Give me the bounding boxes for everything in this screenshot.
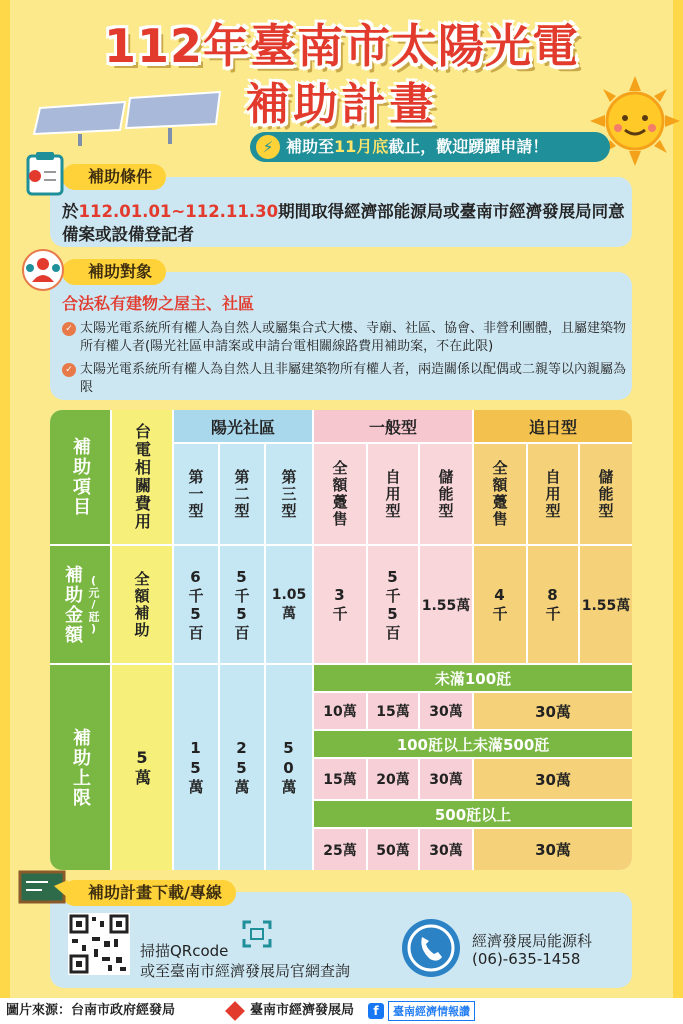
amount-tracking-2-text: 8千 xyxy=(543,586,562,623)
targets-bullet-1 xyxy=(62,320,632,356)
type-general-3-text: 儲能型 xyxy=(436,468,455,520)
tier-2-value: 15萬 xyxy=(314,759,366,799)
page-subtitle: 補助計畫 xyxy=(245,79,438,130)
tier-2-value: 20萬 xyxy=(368,759,418,799)
group-general: 一般型 xyxy=(314,410,472,442)
amount-tracking-1 xyxy=(474,546,526,663)
targets-bullet-2-text: 太陽光電系統所有權人為自然人且非屬建築物所有權人者，兩造關係以配偶或二親等以內親屬為限 xyxy=(80,362,627,395)
conditions-tag: 補助條件 xyxy=(62,164,166,190)
tier-1-value: 10萬 xyxy=(314,693,366,729)
limit-community-3-text: 50萬 xyxy=(279,739,298,796)
amount-tracking-3: 1.55萬 xyxy=(580,546,632,663)
scan-line-2: 或至臺南市經濟發展局官網查詢 xyxy=(140,962,351,980)
row-label-amount-unit: (元/瓩) xyxy=(87,574,100,635)
conditions-suffix: 期間取得經濟部能源局或臺南市經濟發展局同意備案或設備登記者 xyxy=(62,202,625,244)
amount-general-2 xyxy=(368,546,418,663)
group-community: 陽光社區 xyxy=(174,410,312,442)
targets-bullet-2 xyxy=(62,361,632,397)
amount-general-1-text: 3千 xyxy=(330,586,349,623)
type-general-1 xyxy=(314,444,366,544)
conditions-prefix: 於 xyxy=(62,202,79,221)
amount-general-1 xyxy=(314,546,366,663)
deadline-highlight: 11月底 xyxy=(334,137,389,156)
type-community-2 xyxy=(220,444,264,544)
group-tracking: 追日型 xyxy=(474,410,632,442)
subsidy-table xyxy=(50,410,632,870)
amount-general-2-text: 5千5百 xyxy=(383,567,402,642)
contact-tag: 補助計畫下載/專線 xyxy=(62,880,236,906)
type-general-1-text: 全額躉售 xyxy=(330,460,349,528)
row-label-limit-text: 補助上限 xyxy=(70,727,91,808)
type-general-2 xyxy=(368,444,418,544)
type-community-2-text: 第二型 xyxy=(232,468,251,520)
qrcode-icon xyxy=(68,913,130,975)
type-tracking-2 xyxy=(528,444,578,544)
tier-1-value: 30萬 xyxy=(420,693,472,729)
limit-taipower xyxy=(112,665,172,870)
contact-phone: (06)-635-1458 xyxy=(472,950,581,968)
amount-community-2 xyxy=(220,546,264,663)
page-title: 112年臺南市太陽光電 xyxy=(103,19,580,73)
tier-3-value: 30萬 xyxy=(420,829,472,870)
targets-tag: 補助對象 xyxy=(62,259,166,285)
deadline-prefix: 補助至 xyxy=(286,137,335,156)
footer-source: 圖片來源：台南市政府經發局 xyxy=(6,1003,176,1018)
limit-community-1 xyxy=(174,665,218,870)
row-label-item xyxy=(50,410,110,544)
type-community-1 xyxy=(174,444,218,544)
footer-fb-link[interactable]: 臺南經濟情報讚 xyxy=(388,1001,475,1021)
amount-community-3: 1.05萬 xyxy=(266,546,312,663)
row-label-limit xyxy=(50,665,110,870)
limit-community-2 xyxy=(220,665,264,870)
blackboard-icon xyxy=(18,868,70,908)
people-icon xyxy=(20,248,66,292)
amount-taipower-text: 全額補助 xyxy=(132,570,151,639)
bolt-icon: ⚡ xyxy=(256,135,280,159)
city-logo-icon xyxy=(225,1001,245,1021)
footer-logo-text: 臺南市經濟發展局 xyxy=(250,1003,355,1018)
targets-bullet-1-text: 太陽光電系統所有權人為自然人或屬集合式大樓、寺廟、社區、協會、非營利團體，且屬建築物所有權人者(陽光社區申請案或申請台電相關線路費用補助案，不在此限) xyxy=(80,321,627,354)
tier-3-value: 25萬 xyxy=(314,829,366,870)
col-taipower-text: 台電相關費用 xyxy=(132,423,152,531)
row-label-amount xyxy=(50,546,110,663)
type-tracking-1 xyxy=(474,444,526,544)
deadline-banner xyxy=(250,132,610,162)
tier-3-value: 50萬 xyxy=(368,829,418,870)
deadline-suffix: 截止，歡迎踴躍申請！ xyxy=(388,137,549,156)
limit-community-2-text: 25萬 xyxy=(232,739,251,796)
type-general-2-text: 自用型 xyxy=(383,468,402,520)
tier-3-label: 500瓩以上 xyxy=(314,801,632,827)
conditions-date-range: 112.01.01~112.11.30 xyxy=(78,202,279,221)
type-community-3-text: 第三型 xyxy=(279,468,298,520)
facebook-icon: f xyxy=(368,1003,384,1019)
row-label-amount-text: 補助金額 xyxy=(62,564,83,645)
type-community-1-text: 第一型 xyxy=(186,468,205,520)
tier-2-value: 30萬 xyxy=(420,759,472,799)
amount-community-1-text: 6千5百 xyxy=(186,567,205,642)
limit-community-3 xyxy=(266,665,312,870)
type-tracking-2-text: 自用型 xyxy=(543,468,562,520)
limit-community-1-text: 15萬 xyxy=(186,739,205,796)
amount-taipower xyxy=(112,546,172,663)
amount-tracking-2 xyxy=(528,546,578,663)
footer xyxy=(0,998,683,1024)
type-tracking-3 xyxy=(580,444,632,544)
tier-3-value: 30萬 xyxy=(474,829,632,870)
type-tracking-3-text: 儲能型 xyxy=(596,468,615,520)
check-icon: ✓ xyxy=(62,322,76,336)
amount-general-3: 1.55萬 xyxy=(420,546,472,663)
tier-1-label: 未滿100瓩 xyxy=(314,665,632,691)
type-general-3 xyxy=(420,444,472,544)
tier-1-value: 30萬 xyxy=(474,693,632,729)
scan-icon xyxy=(242,920,272,948)
amount-community-2-text: 5千5百 xyxy=(232,567,251,642)
clipboard-icon xyxy=(22,152,68,196)
contact-dept: 經濟發展局能源科 xyxy=(472,932,593,950)
tier-2-value: 30萬 xyxy=(474,759,632,799)
tier-1-value: 15萬 xyxy=(368,693,418,729)
row-label-item-text: 補助項目 xyxy=(70,437,91,517)
amount-tracking-1-text: 4千 xyxy=(490,586,509,623)
col-taipower-header xyxy=(112,410,172,544)
check-icon: ✓ xyxy=(62,363,76,377)
amount-community-1 xyxy=(174,546,218,663)
tier-2-label: 100瓩以上未滿500瓩 xyxy=(314,731,632,757)
phone-icon xyxy=(400,917,462,979)
targets-heading: 合法私有建物之屋主、社區 xyxy=(62,294,255,313)
conditions-text xyxy=(62,200,632,246)
type-community-3 xyxy=(266,444,312,544)
scan-line-1: 掃描QRcode xyxy=(140,942,229,960)
type-tracking-1-text: 全額躉售 xyxy=(490,460,509,528)
limit-taipower-text: 5萬 xyxy=(132,748,152,787)
